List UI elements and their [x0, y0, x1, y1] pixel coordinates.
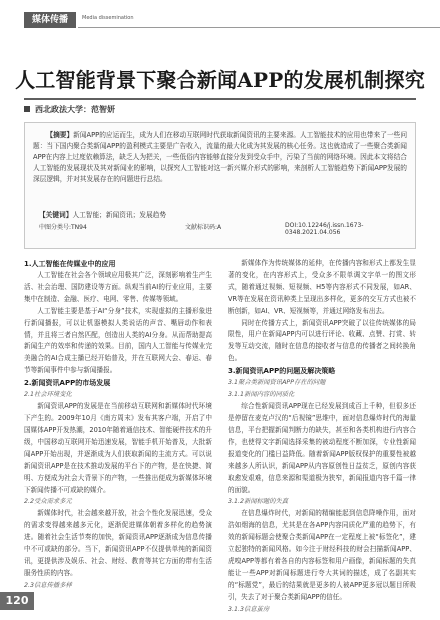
page-number: 120	[0, 592, 34, 610]
keywords	[39, 209, 166, 219]
subsection-heading: 2.2受众需求多元	[24, 498, 72, 506]
abstract-text: 新闻APP的应运而生，成为人们在移动互联网时代获取新闻资讯的主要来源。人工智能技术的应用也带来了一些问题：当下国内聚合类新闻APP的盈利模式主要是广告收入，流量的最大化成为其发展的核心任务。这也就造成了一些聚合类新闻APP在内容上过度依赖算法，缺乏人为把关，一些低俗内容能够直接分发到受众手中，污染了当前的网络环境。因此本文将结合人工智能的发展现状及其对新闻业的影响，以探究人工智能对这一新兴媒介形式的影响，来剖析人工智能趋势下新闻APP发展的深层逻辑，并对其发展存在的问题进行总结。	[33, 131, 408, 183]
author-name: 西北政法大学：范智妍	[35, 105, 115, 114]
section-header	[24, 12, 440, 28]
keywords-label: 【关键词】	[39, 211, 73, 219]
body-paragraph: 人工智能在社会各个领域应用极其广泛，深刻影响着生产生活、社会治理、国防建设等方面。纵观当前AI的行业应用，主要集中在制造、金融、医疗、电网、零售、传媒等领域。	[24, 271, 212, 303]
clc-number: 中图分类号:TN94	[39, 224, 87, 231]
header-rule	[78, 27, 440, 28]
left-column	[24, 258, 212, 589]
body-paragraph: 综合性新闻资讯APP现在已经发展到成百上千种，但很多还是停留在麦克卢汉的“后视镜”思维中，面对信息爆炸时代的海量信息，平台把握新闻判断力的缺失，甚至和各类机构进行内容合作，也使得文字新闻选择采集的被动程度不断加深，专业性新闻报道变化的门槛日益降低。随着新闻APP版权保护的重要性被越来越多人所认识，新闻APP从内容原创性日益贫乏，原创内容获取愈发艰难，信息来源和渠道极为狭窄，新闻报道内容千篇一律的面貌。	[228, 402, 416, 494]
abstract-box	[24, 122, 416, 249]
square-bullet-icon	[24, 106, 30, 112]
article-title: 人工智能背景下聚合新闻APP的发展机制探究	[15, 68, 425, 92]
subsection-heading: 2.1社会环境变化	[24, 391, 72, 399]
section-en-label: Media dissemination	[82, 15, 134, 21]
keywords-text: 人工智能；新闻资讯；发展趋势	[72, 211, 167, 219]
subsection-heading: 3.1聚合类新闻资讯APP存在的问题	[228, 379, 326, 387]
doi: DOI:10.12246/j.issn.1673-0348.2021.04.056	[285, 222, 364, 236]
section-heading: 2.新闻资讯APP的市场发展	[24, 379, 111, 388]
document-code: 文献标识码:A	[185, 224, 222, 231]
section-label: 媒体传播	[24, 12, 76, 28]
title-rule	[24, 98, 416, 100]
author-line	[24, 104, 115, 115]
subsection-heading: 3.1.2新闻标题的失真	[228, 498, 289, 506]
right-column	[228, 258, 416, 613]
subsection-heading: 3.1.3信息茧房	[228, 605, 270, 613]
subsection-heading: 2.3信息传播多样	[24, 581, 72, 589]
subsection-heading: 3.1.1新闻内容的同质化	[228, 391, 295, 399]
body-paragraph: 新媒体时代，社会越来越开放，社会个性化发展迅速，受众的需求变得越来越多元化，逐渐促进媒体朝着多样化的趋势演进。随着社会生活节奏的加快，新闻资讯APP逐渐成为信息传播中不可或缺的部分。当下，新闻资讯APP不仅提供单纯的新闻资讯，更提供涉及娱乐、社会、财经、教育等其它方面的带有生活服务性质的内容。	[24, 509, 212, 577]
body-paragraph: 新媒体作为传统媒体的延伸，在传播内容和形式上都发生显著的变化，在内容形式上，受众多不限单调文字单一的图文形式，随着通过视频、短视频、H5等内容形式不同发展，如AR、VR等在发展在资讯种类上呈现出多样化，更多的交互方式也被不断创新，如AI、VR、短视频等，并通过网络发布出去。	[228, 259, 416, 315]
body-paragraph: 同时在传播方式上，新闻资讯APP突破了以往传统媒体的局限性，用户在新闻APP内可以进行评论、收藏、点赞、打赏、转发等互动交流，随时在信息的接收者与信息的传播者之间转换角色。	[228, 318, 416, 363]
abstract	[33, 130, 407, 185]
abstract-label: 【摘要】	[46, 131, 74, 139]
body-paragraph: 人工智能主要是基于AI“分身”技术，实现虚拟的主播形象进行新闻播报，可以让机器模拟人类说话的声音、嘴唇动作和表情，并且将三者自然匹配，创造出人类的AI分身。从而帮助提高新闻生产的效率和传递的效果。目前，国内人工智能与传媒业完美融合的AI合成主播已经开始普及，并在互联网大会、春运、春节等新闻事件中参与新闻播报。	[24, 306, 212, 375]
section-heading: 3.新闻资讯APP的问题及解决策略	[228, 367, 336, 376]
section-heading: 1.人工智能在传媒业中的应用	[24, 260, 116, 268]
body-paragraph: 新闻资讯APP的发展是在当前移动互联网和新媒体时代环境下产生的。2009年10月《南方周末》发布其客户端，开启了中国媒体APP开发热潮，2010年随着通信技术、智能硬件技术的升级，中国移动互联网开始迅速发展，智能手机开始普及，大批新闻APP开始出现，并逐渐成为人们获取新闻的主流方式。可以说新闻资讯APP是在技术推动发展的平台下的产物，是在快捷、简明、方便成为社会大背景下的产物，一些推出便成为新媒体环境下新闻传播不可或缺的媒介。	[24, 402, 212, 494]
body-paragraph: 在信息爆炸时代，对新闻的精编能起到信息降噪作用，面对浩如烟海的信息，尤其是在各APP内容同质化严重的趋势下，有效的新闻标题会使聚合类新闻APP在一定程度上被“标签化”，建立起独特的新闻风格。如今注于财经科技的财会扫描新闻APP、虎嗅APP等都有着各自的内容标签和用户画像，新闻标题的失真能让一些APP对新闻标题进行夸大其词的描述，成了名副其实的“标题党”，最后的结果就是更多的人被APP更多冠以题目所吸引，失去了对于聚合类新闻APP的信任。	[228, 509, 416, 601]
